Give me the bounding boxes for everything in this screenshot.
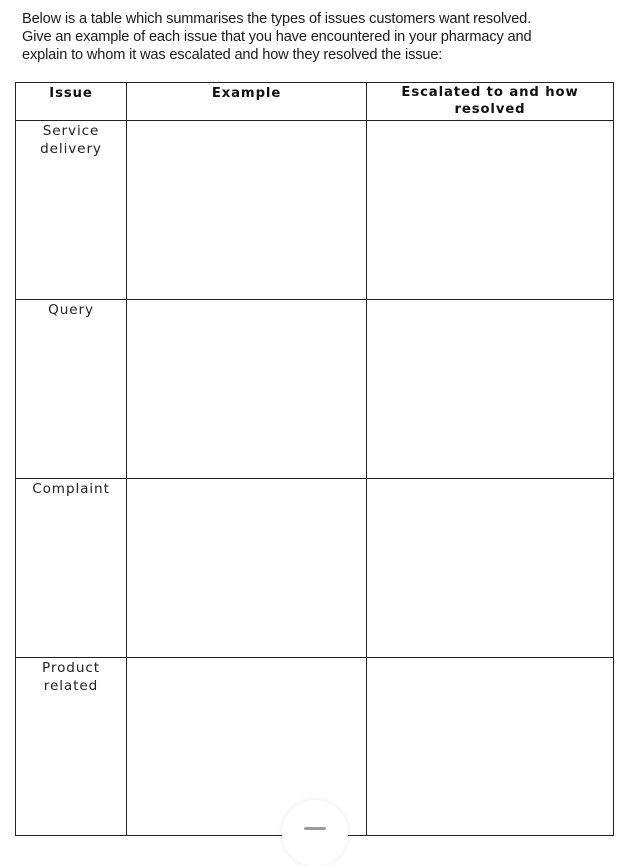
instructions-line: explain to whom it was escalated and how they resolved the issue: (22, 47, 443, 63)
example-cell[interactable] (127, 300, 367, 479)
issue-label-line: Product (42, 660, 100, 676)
table-row (16, 300, 614, 479)
scroll-handle-bar (304, 827, 326, 830)
table-row (16, 121, 614, 300)
table-header-row (16, 83, 614, 121)
table-row (16, 479, 614, 658)
escalated-cell[interactable] (367, 658, 614, 836)
header-escalated (367, 83, 614, 121)
header-escalated-line: Escalated to and how (401, 85, 579, 100)
issue-label-line: related (43, 678, 99, 694)
issue-cell-query (16, 300, 127, 479)
instructions-line: Give an example of each issue that you have encountered in your pharmacy and (22, 29, 532, 45)
issues-table (15, 82, 614, 836)
issue-cell-service-delivery (16, 121, 127, 300)
header-example: Example (127, 83, 367, 121)
escalated-cell[interactable] (367, 121, 614, 300)
issue-label-line: Complaint (32, 481, 110, 497)
instructions-text (22, 10, 616, 64)
header-escalated-line: resolved (454, 102, 526, 117)
issue-label-line: Service (42, 123, 100, 139)
example-cell[interactable] (127, 121, 367, 300)
header-issue: Issue (16, 83, 127, 121)
scroll-handle-icon[interactable] (282, 800, 348, 866)
escalated-cell[interactable] (367, 300, 614, 479)
escalated-cell[interactable] (367, 479, 614, 658)
issue-cell-complaint (16, 479, 127, 658)
example-cell[interactable] (127, 479, 367, 658)
issue-label-line: Query (48, 302, 94, 318)
instructions-line: Below is a table which summarises the types of issues customers want resolved. (22, 11, 532, 27)
issue-cell-product-related (16, 658, 127, 836)
issue-label-line: delivery (40, 141, 102, 157)
